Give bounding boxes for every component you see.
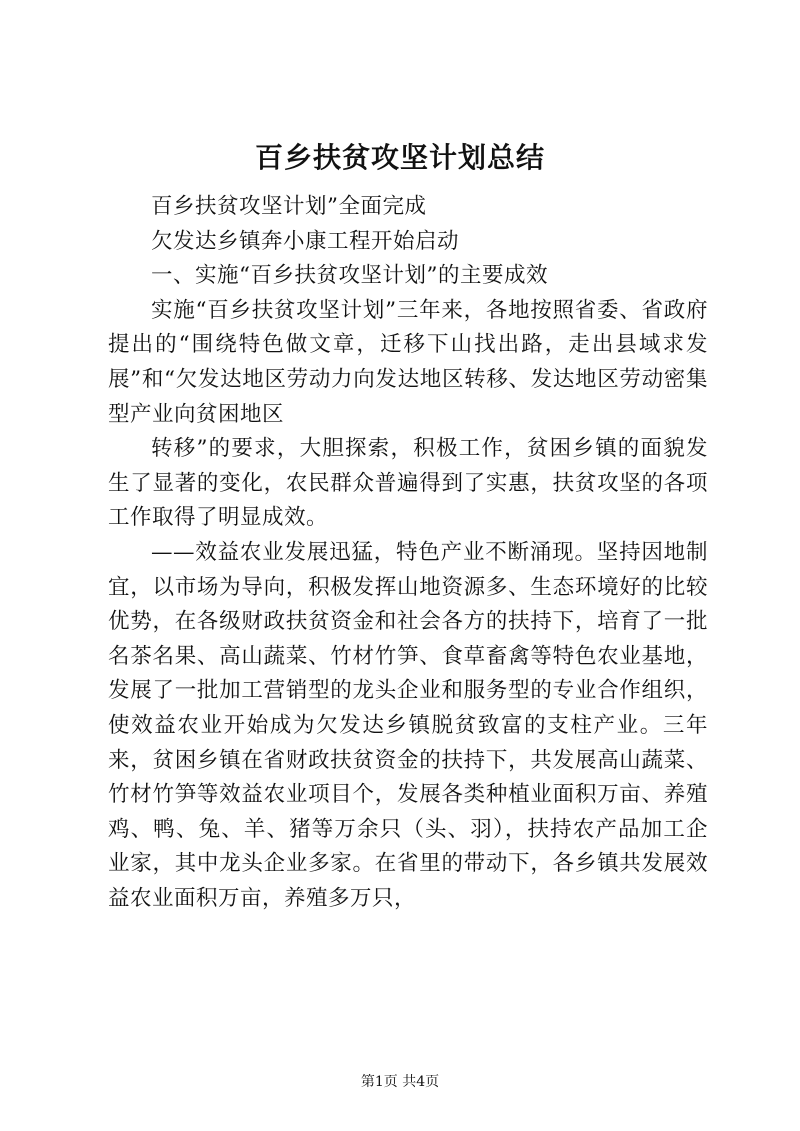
paragraph-6: ——效益农业发展迅猛，特色产业不断涌现。坚持因地制宜，以市场为导向，积极发挥山地资源多、生态环境好的比较优势，在各级财政扶贫资金和社会各方的扶持下，培育了一批名茶名果、高山蔬菜、竹材竹笋、食草畜禽等特色农业基地，发展了一批加工营销型的龙头企业和服务型的专业合作组织，使效益农业开始成为欠发达乡镇脱贫致富的支柱产业。三年来，贫困乡镇在省财政扶贫资金的扶持下，共发展高山蔬菜、竹材竹笋等效益农业项目个，发展各类种植业面积万亩、养殖鸡、鸭、兔、羊、猪等万余只（头、羽），扶持农产品加工企业家，其中龙头企业多家。在省里的带动下，各乡镇共发展效益农业面积万亩，养殖多万只，: [108, 539, 708, 911]
paragraph-5: 转移”的要求，大胆探索，积极工作，贫困乡镇的面貌发生了显著的变化，农民群众普遍得到了实惠，扶贫攻坚的各项工作取得了明显成效。: [108, 436, 708, 531]
page-footer: 第1页 共4页: [360, 1074, 440, 1090]
section-heading: 一、实施“百乡扶贫攻坚计划”的主要成效: [151, 263, 548, 289]
document-body: [108, 190, 708, 916]
paragraph-4: 实施“百乡扶贫攻坚计划”三年来，各地按照省委、省政府提出的“围绕特色做文章，迁移下山找出路，走出县域求发展”和“欠发达地区劳动力向发达地区转移、发达地区劳动密集型产业向贫困地区: [108, 297, 708, 427]
paragraph-2: 欠发达乡镇奔小康工程开始启动: [151, 228, 460, 254]
paragraph-1: 百乡扶贫攻坚计划”全面完成: [151, 194, 427, 219]
document-title: 百乡扶贫攻坚计划总结: [254, 141, 545, 174]
